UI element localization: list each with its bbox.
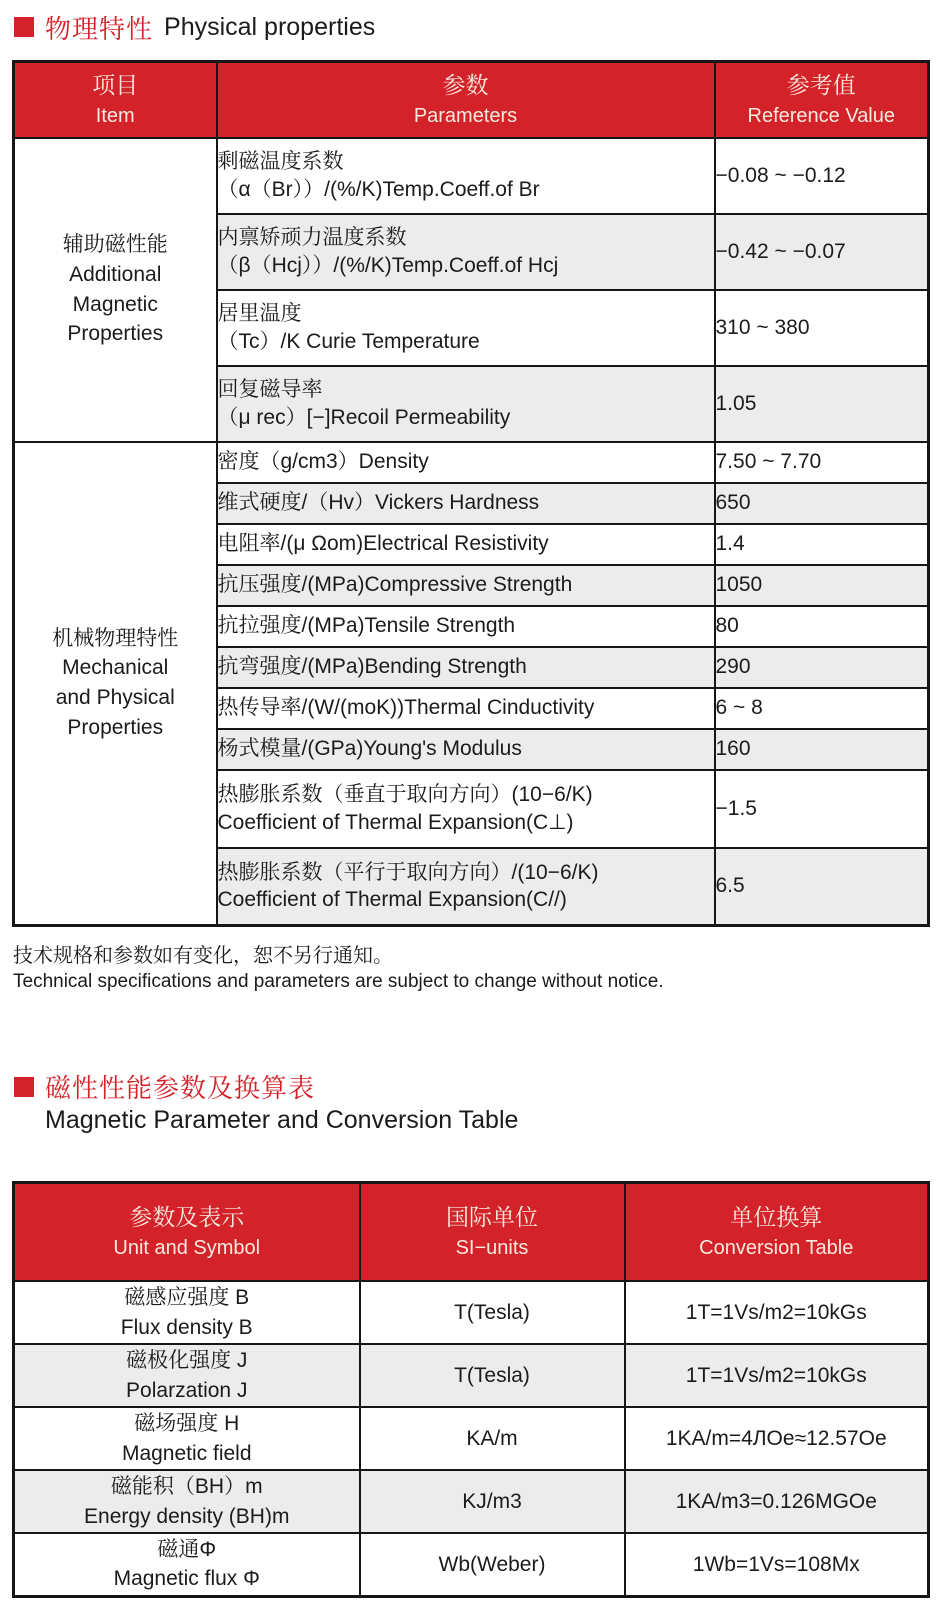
header-label-zh: 单位换算	[730, 1203, 823, 1230]
header-label-en: Parameters	[413, 104, 518, 127]
text-line: （β（Hcj））/(%/K)Temp.Coeff.of Hcj	[217, 253, 559, 277]
table-header-row	[14, 62, 929, 138]
unit-symbol-cell	[14, 1407, 360, 1470]
param-cell	[217, 366, 715, 442]
item-cell	[14, 442, 217, 926]
text-line: Additional	[69, 262, 162, 286]
param-cell	[217, 606, 715, 647]
text-line: Coefficient of Thermal Expansion(C⊥)	[217, 810, 574, 834]
text-line: 磁感应强度 B	[124, 1286, 250, 1310]
value-cell: 1050	[715, 565, 929, 606]
text-line: Energy density (BH)m	[84, 1504, 290, 1528]
value-cell: 310 ~ 380	[715, 290, 929, 366]
text-line: 热膨胀系数（垂直于取向方向）(10−6/K)	[217, 782, 593, 806]
header-label-zh: 项目	[92, 71, 139, 98]
text-line: 电阻率/(μ Ωom)Electrical Resistivity	[217, 532, 549, 556]
text-line: 剩磁温度系数	[217, 149, 344, 173]
value-cell: 650	[715, 483, 929, 524]
value-cell: −1.5	[715, 770, 929, 848]
text-line: 热传导率/(W/(moK))Thermal Cinductivity	[217, 696, 595, 720]
table-row	[14, 1470, 929, 1533]
value-cell: 290	[715, 647, 929, 688]
text-line: 磁极化强度 J	[126, 1349, 248, 1373]
value-cell: −0.08 ~ −0.12	[715, 138, 929, 214]
value-cell: 160	[715, 729, 929, 770]
header-label-zh: 国际单位	[446, 1203, 538, 1230]
si-unit-cell: Wb(Weber)	[360, 1533, 625, 1596]
text-line: （Tc）/K Curie Temperature	[217, 329, 480, 353]
column-header-reference-value	[715, 62, 929, 138]
section-title-en: Magnetic Parameter and Conversion Table	[45, 1105, 519, 1134]
text-line: 居里温度	[217, 301, 302, 325]
param-cell	[217, 848, 715, 926]
item-cell	[14, 138, 217, 442]
red-square-bullet-icon	[14, 1077, 34, 1097]
text-line: Coefficient of Thermal Expansion(C//)	[217, 888, 567, 912]
param-cell	[217, 214, 715, 290]
text-line: 机械物理特性	[52, 626, 179, 650]
param-cell	[217, 524, 715, 565]
text-line: Magnetic field	[121, 1441, 252, 1465]
footnote-zh: 技术规格和参数如有变化，恕不另行通知。	[13, 945, 393, 967]
text-line: 维式硬度/（Hv）Vickers Hardness	[217, 491, 540, 515]
table-row	[14, 1281, 929, 1344]
footnote	[13, 943, 940, 995]
header-label-en: SI−units	[455, 1236, 529, 1259]
header-label-zh: 参数及表示	[129, 1203, 245, 1230]
value-cell: 1.05	[715, 366, 929, 442]
text-line: 抗弯强度/(MPa)Bending Strength	[217, 655, 527, 679]
section-title-zh: 物理特性	[45, 13, 154, 44]
text-line: （μ rec）[−]Recoil Permeability	[217, 405, 511, 429]
section-title-conversion-table	[14, 1071, 940, 1135]
text-line: 内禀矫顽力温度系数	[217, 225, 407, 249]
unit-symbol-cell	[14, 1344, 360, 1407]
value-cell: 6 ~ 8	[715, 688, 929, 729]
conversion-cell: 1KA/m=4ЛOe≈12.57Oe	[625, 1407, 929, 1470]
param-cell	[217, 138, 715, 214]
value-cell: −0.42 ~ −0.07	[715, 214, 929, 290]
text-line: 抗拉强度/(MPa)Tensile Strength	[217, 614, 516, 638]
text-line: 回复磁导率	[217, 377, 323, 401]
physical-properties-table	[12, 60, 930, 927]
text-line: Polarzation J	[126, 1378, 248, 1402]
section-title-zh: 磁性性能参数及换算表	[45, 1073, 316, 1104]
text-line: Mechanical	[62, 656, 169, 680]
column-header-conversion	[625, 1182, 929, 1281]
red-square-bullet-icon	[14, 17, 34, 37]
text-line: Flux density B	[120, 1315, 253, 1339]
header-label-en: Reference Value	[747, 104, 895, 127]
unit-symbol-cell	[14, 1281, 360, 1344]
conversion-cell: 1T=1Vs/m2=10kGs	[625, 1281, 929, 1344]
table-row	[14, 442, 929, 483]
magnetic-conversion-table	[12, 1181, 930, 1598]
table-row	[14, 1344, 929, 1407]
table-row	[14, 138, 929, 214]
unit-symbol-cell	[14, 1533, 360, 1596]
conversion-cell: 1Wb=1Vs=108Mx	[625, 1533, 929, 1596]
column-header-si-units	[360, 1182, 625, 1281]
table-row	[14, 1533, 929, 1596]
param-cell	[217, 290, 715, 366]
header-label-en: Conversion Table	[699, 1236, 854, 1259]
si-unit-cell: KJ/m3	[360, 1470, 625, 1533]
conversion-cell: 1KA/m3=0.126MGOe	[625, 1470, 929, 1533]
table-header-row	[14, 1182, 929, 1281]
text-line: （α（Br））/(%/K)Temp.Coeff.of Br	[217, 177, 540, 201]
param-cell	[217, 483, 715, 524]
value-cell: 7.50 ~ 7.70	[715, 442, 929, 483]
param-cell	[217, 729, 715, 770]
text-line: 热膨胀系数（平行于取向方向）/(10−6/K)	[217, 860, 599, 884]
text-line: Magnetic flux Φ	[113, 1567, 260, 1591]
si-unit-cell: T(Tesla)	[360, 1281, 625, 1344]
param-cell	[217, 647, 715, 688]
table-row	[14, 1407, 929, 1470]
footnote-en: Technical specifications and parameters are subject to change without notice.	[13, 971, 664, 992]
text-line: 密度（g/cm3）Density	[217, 450, 429, 474]
param-cell	[217, 442, 715, 483]
si-unit-cell: KA/m	[360, 1407, 625, 1470]
param-cell	[217, 688, 715, 729]
text-line: 磁场强度 H	[134, 1412, 240, 1436]
section-title-en: Physical properties	[164, 12, 376, 41]
column-header-parameters	[217, 62, 715, 138]
text-line: and Physical	[55, 686, 175, 710]
text-line: 辅助磁性能	[62, 232, 168, 256]
header-label-zh: 参数	[442, 71, 489, 98]
text-line: Magnetic	[72, 292, 158, 316]
si-unit-cell: T(Tesla)	[360, 1344, 625, 1407]
text-line: 抗压强度/(MPa)Compressive Strength	[217, 573, 573, 597]
column-header-item	[14, 62, 217, 138]
text-line: Properties	[67, 322, 164, 346]
conversion-cell: 1T=1Vs/m2=10kGs	[625, 1344, 929, 1407]
header-label-zh: 参考值	[786, 71, 856, 98]
text-line: 磁能积（BH）m	[110, 1475, 263, 1499]
text-line: Properties	[67, 716, 164, 740]
param-cell	[217, 770, 715, 848]
text-line: 磁通Φ	[157, 1538, 217, 1562]
value-cell: 1.4	[715, 524, 929, 565]
text-line: 杨式模量/(GPa)Young's Modulus	[217, 737, 522, 761]
param-cell	[217, 565, 715, 606]
section-title-physical-properties	[14, 10, 940, 44]
value-cell: 6.5	[715, 848, 929, 926]
column-header-unit-and-symbol	[14, 1182, 360, 1281]
value-cell: 80	[715, 606, 929, 647]
header-label-en: Item	[95, 104, 135, 127]
header-label-en: Unit and Symbol	[113, 1236, 261, 1259]
unit-symbol-cell	[14, 1470, 360, 1533]
